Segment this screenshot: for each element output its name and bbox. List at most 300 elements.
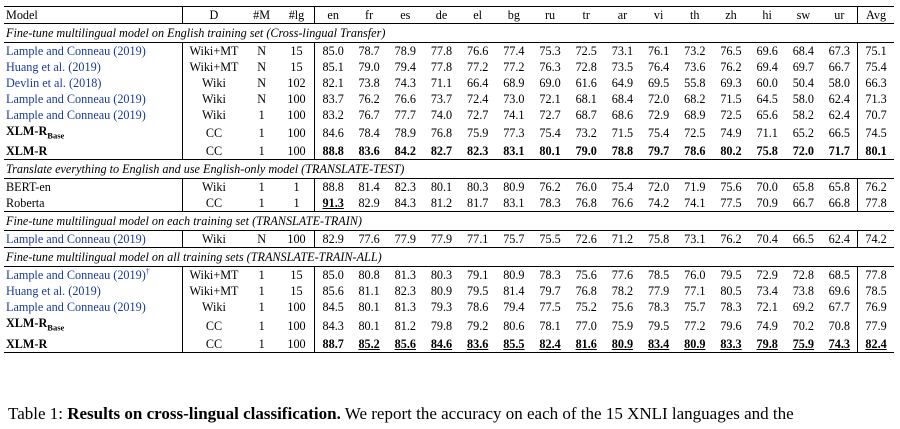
score-cell-vi: 79.7 <box>647 144 670 159</box>
model-name[interactable] <box>4 283 183 299</box>
score-cell-hi: 70.9 <box>756 196 778 211</box>
citation-link[interactable]: Lample and Conneau (2019) <box>6 92 146 106</box>
score-cell-vi: 75.4 <box>647 126 670 141</box>
score-cell-ur: 68.5 <box>821 267 857 284</box>
score-cell-en: 84.6 <box>322 126 344 141</box>
score-cell-el: 79.1 <box>467 268 489 283</box>
score-cell-en: 83.2 <box>322 108 344 122</box>
model-name[interactable] <box>4 91 183 107</box>
citation-link[interactable]: Lample and Conneau (2019) <box>6 44 146 58</box>
score-cell-ar: 75.9 <box>611 318 634 333</box>
score-cell-th: 73.1 <box>684 232 706 247</box>
score-cell-sw: 50.4 <box>792 76 815 90</box>
score-cell-hi: 79.8 <box>749 336 785 353</box>
score-cell-hi: 74.9 <box>756 318 778 333</box>
score-cell-tr: 76.8 <box>575 196 597 211</box>
score-cell-zh: 75.6 <box>720 180 742 195</box>
score-cell-de: 77.9 <box>430 232 453 247</box>
table-row <box>4 195 894 212</box>
score-cell-de: 79.3 <box>430 300 453 315</box>
table-row <box>4 91 894 107</box>
data-cell: Wiki <box>202 232 226 247</box>
table-row <box>4 107 894 123</box>
citation-link[interactable]: Huang et al. (2019) <box>6 284 101 299</box>
score-cell-el: 82.3 <box>467 144 489 159</box>
score-cell-th: 73.2 <box>684 44 706 58</box>
avg-cell: 74.5 <box>865 126 887 141</box>
score-cell-ur: 66.8 <box>821 195 857 212</box>
score-cell-hi: 69.6 <box>756 44 778 58</box>
score-cell-sw: 70.2 <box>792 318 815 333</box>
score-cell-fr: 82.9 <box>358 196 380 211</box>
score-cell-es: 74.3 <box>394 76 416 90</box>
score-cell-th: 55.8 <box>684 76 706 90</box>
model-name[interactable] <box>4 75 183 91</box>
score-cell-hi: 64.5 <box>756 92 778 106</box>
score-cell-vi: 77.9 <box>647 284 670 299</box>
score-cell-ru: 69.0 <box>539 76 561 90</box>
score-cell-en: 88.8 <box>322 144 344 159</box>
score-cell-de: 81.2 <box>430 196 453 211</box>
score-cell-ru: 79.7 <box>539 284 561 299</box>
header-lg: #lg <box>279 7 315 24</box>
avg-cell: 78.5 <box>865 284 887 299</box>
score-cell-de: 84.6 <box>423 336 459 353</box>
score-cell-fr: 81.1 <box>358 284 380 299</box>
score-cell-el: 79.5 <box>467 284 489 299</box>
score-cell-es: 79.4 <box>394 60 416 74</box>
header-ur: ur <box>821 7 857 24</box>
lang-count-cell: 15 <box>279 267 315 284</box>
header-d: D <box>183 7 245 24</box>
score-cell-tr: 73.2 <box>575 126 597 141</box>
model-name[interactable] <box>4 43 183 60</box>
score-cell-zh: 80.2 <box>720 144 742 159</box>
score-cell-de: 73.7 <box>430 92 453 106</box>
score-cell-bg: 83.1 <box>503 144 525 159</box>
multi-cell: N <box>257 76 267 90</box>
multi-cell: 1 <box>258 180 265 195</box>
multi-cell: 1 <box>245 336 279 353</box>
score-cell-tr: 76.0 <box>575 180 597 195</box>
model-name[interactable] <box>4 107 183 123</box>
score-cell-en: 82.9 <box>322 232 344 247</box>
multi-cell: 1 <box>258 300 265 315</box>
score-cell-el: 72.4 <box>467 92 489 106</box>
score-cell-en: 85.0 <box>322 268 344 283</box>
score-cell-th: 80.9 <box>677 336 713 353</box>
score-cell-es: 76.6 <box>394 92 416 106</box>
header-sw: sw <box>785 7 821 24</box>
score-cell-el: 77.2 <box>467 60 489 74</box>
lang-count-cell: 100 <box>279 315 315 335</box>
score-cell-es: 81.2 <box>394 318 416 333</box>
score-cell-sw: 73.8 <box>792 284 815 299</box>
score-cell-ar: 78.8 <box>611 144 634 159</box>
score-cell-zh: 80.5 <box>720 284 742 299</box>
score-cell-ur: 66.5 <box>821 123 857 143</box>
score-cell-fr: 79.0 <box>358 60 380 74</box>
score-cell-zh: 78.3 <box>720 300 742 315</box>
lang-count-cell: 100 <box>279 91 315 107</box>
score-cell-hi: 69.4 <box>756 60 778 74</box>
score-cell-en: 88.8 <box>322 180 344 195</box>
model-label: Roberta <box>6 196 45 211</box>
score-cell-tr: 72.6 <box>575 232 597 247</box>
score-cell-en: 83.7 <box>322 92 344 106</box>
citation-link[interactable]: Huang et al. (2019) <box>6 60 101 74</box>
avg-cell: 80.1 <box>865 144 887 159</box>
score-cell-fr: 73.8 <box>358 76 380 90</box>
score-cell-el: 78.6 <box>467 300 489 315</box>
header-hi: hi <box>749 7 785 24</box>
score-cell-fr: 81.4 <box>358 180 380 195</box>
score-cell-en: 91.3 <box>322 196 344 211</box>
score-cell-sw: 66.5 <box>792 232 815 247</box>
model-name <box>4 143 183 160</box>
multi-cell: 1 <box>258 318 265 333</box>
citation-link[interactable]: Devlin et al. (2018) <box>6 76 102 90</box>
score-cell-vi: 75.8 <box>647 232 670 247</box>
data-cell: Wiki <box>202 76 226 90</box>
score-cell-el: 66.4 <box>467 76 489 90</box>
score-cell-en: 84.3 <box>322 318 344 333</box>
score-cell-ar: 64.9 <box>611 76 634 90</box>
score-cell-es: 77.9 <box>394 232 416 247</box>
score-cell-ar: 78.2 <box>611 284 634 299</box>
citation-link[interactable]: Lample and Conneau (2019) <box>6 300 146 315</box>
score-cell-de: 80.9 <box>430 284 453 299</box>
score-cell-th: 68.2 <box>684 92 706 106</box>
score-cell-es: 82.3 <box>394 284 416 299</box>
score-cell-zh: 74.9 <box>720 126 742 141</box>
score-cell-ur: 74.3 <box>821 336 857 353</box>
score-cell-tr: 76.8 <box>575 284 597 299</box>
score-cell-hi: 71.1 <box>756 126 778 141</box>
section-title-row <box>4 24 894 43</box>
score-cell-ru: 82.4 <box>532 336 568 353</box>
score-cell-bg: 80.9 <box>503 180 525 195</box>
score-cell-vi: 76.4 <box>647 60 670 74</box>
score-cell-sw: 65.8 <box>792 180 815 195</box>
score-cell-de: 79.8 <box>430 318 453 333</box>
score-cell-ru: 75.3 <box>539 44 561 58</box>
score-cell-ur: 62.4 <box>821 231 857 248</box>
header-vi: vi <box>641 7 677 24</box>
section-title-row <box>4 212 894 231</box>
score-cell-zh: 79.5 <box>720 268 742 283</box>
data-cell: Wiki+MT <box>189 44 239 58</box>
model-name <box>4 315 183 335</box>
model-name[interactable] <box>4 299 183 315</box>
score-cell-tr: 61.6 <box>575 76 597 90</box>
score-cell-el: 77.1 <box>467 232 489 247</box>
score-cell-es: 84.2 <box>394 144 416 159</box>
header-zh: zh <box>713 7 749 24</box>
score-cell-ur: 71.7 <box>821 143 857 160</box>
data-cell: Wiki <box>202 92 226 106</box>
citation-link[interactable]: Lample and Conneau (2019) <box>6 108 146 122</box>
score-cell-th: 77.1 <box>684 284 706 299</box>
score-cell-ur: 70.8 <box>821 315 857 335</box>
multi-cell: N <box>257 60 267 74</box>
score-cell-ar: 68.4 <box>611 92 634 106</box>
score-cell-en: 85.1 <box>322 60 344 74</box>
score-cell-sw: 68.4 <box>792 44 815 58</box>
score-cell-de: 80.3 <box>430 268 453 283</box>
score-cell-ur: 62.4 <box>821 107 857 123</box>
score-cell-ar: 71.2 <box>611 232 634 247</box>
header-avg: Avg <box>858 7 894 24</box>
lang-count-cell: 100 <box>279 299 315 315</box>
score-cell-el: 76.6 <box>467 44 489 58</box>
score-cell-el: 79.2 <box>467 318 489 333</box>
data-cell: CC <box>183 336 245 353</box>
lang-count-cell: 102 <box>279 75 315 91</box>
multi-cell: N <box>257 92 267 106</box>
score-cell-tr: 79.0 <box>575 144 597 159</box>
score-cell-ar: 80.9 <box>604 336 640 353</box>
score-cell-de: 71.1 <box>430 76 453 90</box>
score-cell-th: 73.6 <box>684 60 706 74</box>
table-row <box>4 123 894 143</box>
score-cell-vi: 72.0 <box>647 180 670 195</box>
table-body <box>4 7 894 353</box>
data-cell: Wiki+MT <box>189 268 239 283</box>
score-cell-en: 85.0 <box>322 44 344 58</box>
score-cell-tr: 68.7 <box>575 108 597 122</box>
score-cell-zh: 79.6 <box>720 318 742 333</box>
header-row <box>4 7 894 24</box>
score-cell-sw: 72.8 <box>792 268 815 283</box>
data-cell: CC <box>205 318 223 333</box>
score-cell-ar: 68.6 <box>611 108 634 122</box>
score-cell-vi: 78.5 <box>647 268 670 283</box>
header-model: Model <box>4 7 183 24</box>
score-cell-fr: 78.4 <box>358 126 380 141</box>
score-cell-ur: 66.7 <box>821 59 857 75</box>
section-title-row <box>4 248 894 267</box>
score-cell-ru: 72.7 <box>539 108 561 122</box>
score-cell-sw: 69.2 <box>792 300 815 315</box>
avg-cell: 75.4 <box>865 60 887 74</box>
score-cell-zh: 77.5 <box>720 196 742 211</box>
model-label: XLM-R <box>6 316 48 331</box>
header-ar: ar <box>604 7 640 24</box>
score-cell-th: 71.9 <box>684 180 706 195</box>
score-cell-bg: 80.9 <box>503 268 525 283</box>
score-cell-hi: 72.1 <box>756 300 778 315</box>
score-cell-bg: 80.6 <box>503 318 525 333</box>
lang-count-cell: 15 <box>279 43 315 60</box>
score-cell-el: 80.3 <box>467 180 489 195</box>
avg-cell: 75.1 <box>865 44 887 58</box>
lang-count-cell: 1 <box>279 179 315 196</box>
table-row <box>4 179 894 196</box>
score-cell-en: 82.1 <box>322 76 344 90</box>
citation-link[interactable]: Lample and Conneau (2019) <box>6 232 146 247</box>
score-cell-de: 77.8 <box>430 44 453 58</box>
score-cell-vi: 76.1 <box>647 44 670 58</box>
score-cell-de: 80.1 <box>430 180 453 195</box>
table-row <box>4 267 894 284</box>
multi-cell: N <box>257 232 267 247</box>
score-cell-tr: 77.0 <box>575 318 597 333</box>
score-cell-ur: 62.4 <box>821 91 857 107</box>
score-cell-ur: 58.0 <box>821 75 857 91</box>
score-cell-tr: 75.6 <box>575 268 597 283</box>
avg-cell: 71.3 <box>865 92 887 106</box>
score-cell-sw: 66.7 <box>792 196 815 211</box>
score-cell-bg: 79.4 <box>503 300 525 315</box>
score-cell-bg: 85.5 <box>496 336 532 353</box>
score-cell-tr: 75.2 <box>575 300 597 315</box>
model-name <box>4 123 183 143</box>
caption-label: Table 1: <box>8 404 68 423</box>
score-cell-bg: 68.9 <box>503 76 525 90</box>
score-cell-sw: 58.2 <box>792 108 815 122</box>
score-cell-fr: 78.7 <box>358 44 380 58</box>
score-cell-ur: 69.6 <box>821 283 857 299</box>
score-cell-bg: 75.7 <box>503 232 525 247</box>
score-cell-th: 68.9 <box>684 108 706 122</box>
score-cell-ur: 67.7 <box>821 299 857 315</box>
header-th: th <box>677 7 713 24</box>
table-row <box>4 315 894 335</box>
score-cell-ru: 76.3 <box>539 60 561 74</box>
score-cell-tr: 72.8 <box>575 60 597 74</box>
model-name[interactable] <box>4 267 183 284</box>
section-title: Fine-tune multilingual model on English training set (Cross-lingual Transfer) <box>4 24 894 43</box>
score-cell-de: 76.8 <box>430 126 453 141</box>
score-cell-ar: 75.4 <box>611 180 634 195</box>
score-cell-hi: 72.9 <box>756 268 778 283</box>
score-cell-fr: 80.1 <box>358 318 380 333</box>
score-cell-ru: 77.5 <box>539 300 561 315</box>
table-row <box>4 59 894 75</box>
avg-cell: 76.2 <box>865 180 887 195</box>
caption-text: We report the accuracy on each of the 15 XNLI languages and the <box>340 404 794 423</box>
lang-count-cell: 100 <box>279 143 315 160</box>
multi-cell: N <box>257 44 267 58</box>
lang-count-cell: 1 <box>279 195 315 212</box>
score-cell-tr: 72.5 <box>575 44 597 58</box>
score-cell-ar: 73.1 <box>611 44 634 58</box>
score-cell-ru: 76.2 <box>539 180 561 195</box>
score-cell-ar: 71.5 <box>611 126 634 141</box>
score-cell-zh: 72.5 <box>720 108 742 122</box>
caption-bold: Results on cross-lingual classification. <box>67 404 341 423</box>
footnote-mark: † <box>145 267 150 277</box>
score-cell-ru: 72.1 <box>539 92 561 106</box>
score-cell-fr: 80.1 <box>358 300 380 315</box>
section-title-row <box>4 160 894 179</box>
data-cell: Wiki+MT <box>189 284 239 299</box>
score-cell-th: 72.5 <box>684 126 706 141</box>
header-ru: ru <box>532 7 568 24</box>
table-caption <box>8 404 898 424</box>
data-cell: Wiki <box>202 300 226 315</box>
score-cell-en: 85.6 <box>322 284 344 299</box>
lang-count-cell: 15 <box>279 283 315 299</box>
score-cell-bg: 83.1 <box>503 196 525 211</box>
score-cell-th: 78.6 <box>684 144 706 159</box>
score-cell-ur: 65.8 <box>821 179 857 196</box>
score-cell-sw: 65.2 <box>792 126 815 141</box>
table-row <box>4 299 894 315</box>
table-row <box>4 336 894 353</box>
score-cell-sw: 58.0 <box>792 92 815 106</box>
score-cell-ar: 75.6 <box>611 300 634 315</box>
score-cell-el: 72.7 <box>467 108 489 122</box>
score-cell-fr: 77.6 <box>358 232 380 247</box>
score-cell-hi: 70.4 <box>756 232 778 247</box>
score-cell-bg: 77.2 <box>503 60 525 74</box>
score-cell-sw: 69.7 <box>792 60 815 74</box>
score-cell-zh: 76.5 <box>720 44 742 58</box>
score-cell-bg: 74.1 <box>503 108 525 122</box>
model-label: XLM-R <box>6 144 48 159</box>
data-cell: Wiki <box>202 180 226 195</box>
score-cell-de: 74.0 <box>430 108 453 122</box>
score-cell-bg: 73.0 <box>503 92 525 106</box>
score-cell-es: 78.9 <box>394 126 416 141</box>
avg-cell: 82.4 <box>858 336 894 353</box>
model-name <box>4 179 183 196</box>
score-cell-bg: 77.3 <box>503 126 525 141</box>
score-cell-ar: 76.6 <box>611 196 634 211</box>
results-table <box>4 6 894 353</box>
multi-cell: 1 <box>258 144 265 159</box>
score-cell-el: 75.9 <box>467 126 489 141</box>
model-name[interactable] <box>4 59 183 75</box>
citation-link[interactable]: Lample and Conneau (2019) <box>6 268 146 283</box>
model-subscript: Base <box>47 322 65 333</box>
data-cell: CC <box>205 196 223 211</box>
score-cell-hi: 75.8 <box>756 144 778 159</box>
score-cell-ru: 78.3 <box>539 196 561 211</box>
section-title: Fine-tune multilingual model on each training set (TRANSLATE-TRAIN) <box>4 212 894 231</box>
avg-cell: 66.3 <box>865 76 887 90</box>
lang-count-cell: 15 <box>279 59 315 75</box>
score-cell-es: 78.9 <box>394 44 416 58</box>
score-cell-zh: 71.5 <box>720 92 742 106</box>
score-cell-hi: 70.0 <box>756 180 778 195</box>
score-cell-es: 81.3 <box>394 268 416 283</box>
score-cell-es: 81.3 <box>394 300 416 315</box>
table-row <box>4 43 894 60</box>
lang-count-cell: 100 <box>279 107 315 123</box>
model-name[interactable] <box>4 231 183 248</box>
score-cell-vi: 78.3 <box>647 300 670 315</box>
model-name <box>4 195 183 212</box>
header-de: de <box>423 7 459 24</box>
score-cell-fr: 80.8 <box>358 268 380 283</box>
score-cell-ur: 67.3 <box>821 43 857 60</box>
score-cell-vi: 79.5 <box>647 318 670 333</box>
multi-cell: 1 <box>258 196 265 211</box>
score-cell-de: 77.8 <box>430 60 453 74</box>
score-cell-th: 76.0 <box>684 268 706 283</box>
score-cell-en: 88.7 <box>315 336 351 353</box>
score-cell-ru: 75.5 <box>539 232 561 247</box>
score-cell-bg: 81.4 <box>503 284 525 299</box>
score-cell-zh: 76.2 <box>720 232 742 247</box>
score-cell-el: 83.6 <box>460 336 496 353</box>
score-cell-ar: 77.6 <box>611 268 634 283</box>
multi-cell: 1 <box>258 268 265 283</box>
lang-count-cell: 100 <box>279 231 315 248</box>
